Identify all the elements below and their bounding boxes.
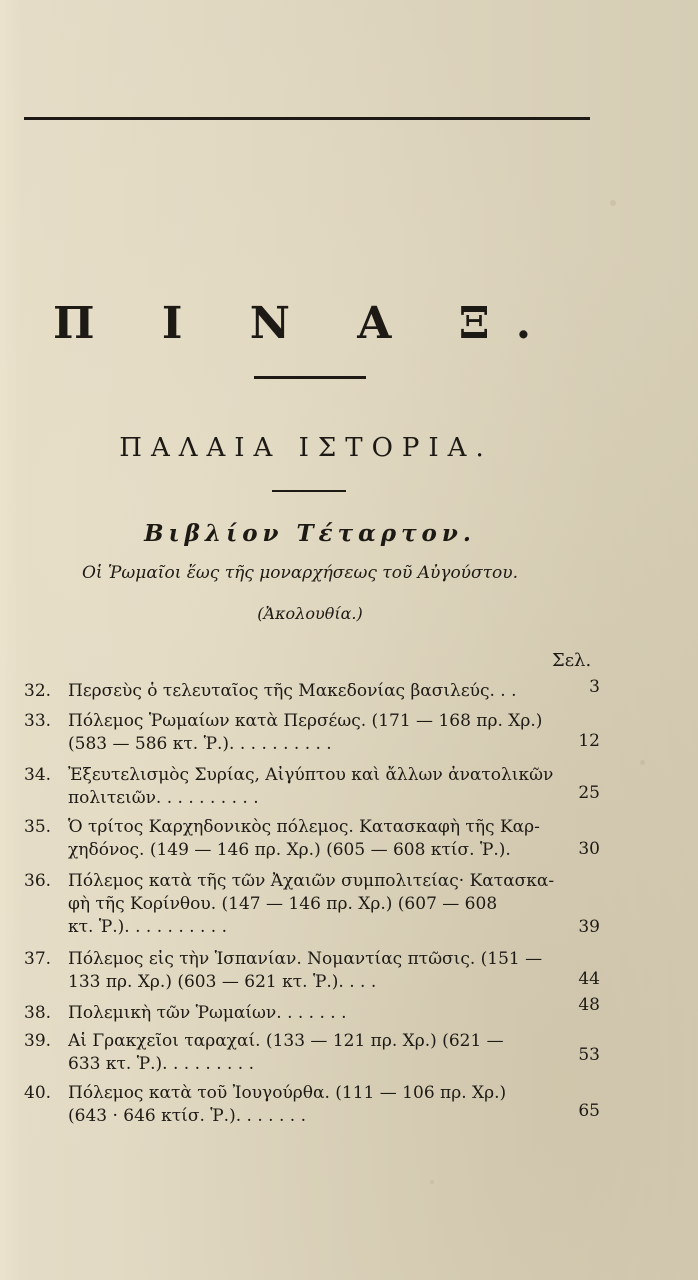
- paper-spot: [610, 200, 616, 206]
- entry-number: 33.: [24, 711, 52, 731]
- entry-line: 133 πρ. Χρ.) (603 — 621 κτ. Ῥ.). . . .: [68, 972, 377, 992]
- entry-text: [68, 1030, 588, 1076]
- entry-line: Αἱ Γρακχεῖοι ταραχαί. (133 — 121 πρ. Χρ.) (621 —: [68, 1031, 504, 1051]
- toc-entry: [24, 816, 600, 866]
- entry-text: [68, 816, 588, 862]
- paper-spot: [640, 760, 645, 765]
- page-column-label: Σελ.: [552, 650, 592, 671]
- entry-text: [68, 680, 588, 703]
- entry-number: 39.: [24, 1031, 52, 1051]
- section-rule: [272, 490, 346, 492]
- toc-entry: [24, 764, 600, 814]
- entry-line: Περσεὺς ὁ τελευταῖος τῆς Μακεδονίας βασιλεύς. . .: [68, 681, 517, 701]
- entry-line: Πόλεμος Ῥωμαίων κατὰ Περσέως. (171 — 168 πρ. Χρ.): [68, 711, 543, 731]
- entry-number: 36.: [24, 871, 52, 891]
- entry-number: 37.: [24, 949, 52, 969]
- entry-line: κτ. Ῥ.). . . . . . . . . .: [68, 917, 227, 937]
- book-heading: Βιβλίον Τέταρτον.: [144, 520, 476, 547]
- entry-page: 30: [578, 839, 600, 859]
- paper-spot: [430, 1180, 434, 1184]
- toc-entry: [24, 948, 600, 998]
- toc-entry: [24, 1082, 600, 1132]
- entry-line: χηδόνος. (149 — 146 πρ. Χρ.) (605 — 608 κτίσ. Ῥ.).: [68, 840, 511, 860]
- entry-page: 53: [578, 1045, 600, 1065]
- entry-text: [68, 1082, 588, 1128]
- entry-line: 633 κτ. Ῥ.). . . . . . . . .: [68, 1054, 255, 1074]
- page-gutter: [0, 0, 22, 1280]
- entry-text: [68, 948, 588, 994]
- title-rule: [254, 376, 366, 379]
- entry-number: 32.: [24, 681, 52, 701]
- toc-entry: [24, 870, 600, 942]
- toc-entry: [24, 995, 600, 1028]
- entry-page: 39: [578, 917, 600, 937]
- page-title: Π Ι Ν Α Ξ.: [52, 298, 558, 349]
- section-heading: ΠΑΛΑΙΑ ΙΣΤΟΡΙΑ.: [119, 433, 493, 463]
- entry-text: [68, 710, 588, 756]
- entry-text: [68, 870, 588, 939]
- entry-text: [68, 1002, 588, 1025]
- entry-line: Πολεμικὴ τῶν Ῥωμαίων. . . . . . .: [68, 1003, 347, 1023]
- entry-number: 34.: [24, 765, 52, 785]
- entry-line: Πόλεμος εἰς τὴν Ἱσπανίαν. Νομαντίας πτῶσις. (151 —: [68, 949, 543, 969]
- entry-number: 38.: [24, 1003, 52, 1023]
- toc-entry: [24, 710, 600, 760]
- entry-line: (643 · 646 κτίσ. Ῥ.). . . . . . .: [68, 1106, 306, 1126]
- top-rule: [24, 117, 590, 120]
- entry-page: 48: [578, 995, 600, 1015]
- entry-page: 3: [589, 677, 600, 697]
- entry-line: (583 — 586 κτ. Ῥ.). . . . . . . . . .: [68, 734, 332, 754]
- entry-page: 44: [578, 969, 600, 989]
- entry-page: 12: [578, 731, 600, 751]
- entry-line: πολιτειῶν. . . . . . . . . .: [68, 788, 259, 808]
- entry-line: Ὁ τρίτος Καρχηδονικὸς πόλεμος. Κατασκαφὴ τῆς Καρ-: [68, 817, 540, 837]
- book-subtitle: Οἱ Ῥωμαῖοι ἕως τῆς μοναρχήσεως τοῦ Αὐγούστου.: [81, 563, 518, 583]
- continuation-note: (Ἀκολουθία.): [257, 604, 363, 623]
- entry-line: Πόλεμος κατὰ τῆς τῶν Ἀχαιῶν συμπολιτείας· Κατασκα-: [68, 871, 555, 891]
- entry-line: Ἐξευτελισμὸς Συρίας, Αἰγύπτου καὶ ἄλλων ἀνατολικῶν: [68, 765, 554, 785]
- entry-number: 40.: [24, 1083, 52, 1103]
- toc-entry: [24, 677, 600, 704]
- entry-number: 35.: [24, 817, 52, 837]
- entry-page: 65: [578, 1101, 600, 1121]
- entry-line: φὴ τῆς Κορίνθου. (147 — 146 πρ. Χρ.) (607 — 608: [68, 894, 498, 914]
- toc-entry: [24, 1030, 600, 1080]
- entry-line: Πόλεμος κατὰ τοῦ Ἰουγούρθα. (111 — 106 πρ. Χρ.): [68, 1083, 507, 1103]
- entry-text: [68, 764, 588, 810]
- entry-page: 25: [578, 783, 600, 803]
